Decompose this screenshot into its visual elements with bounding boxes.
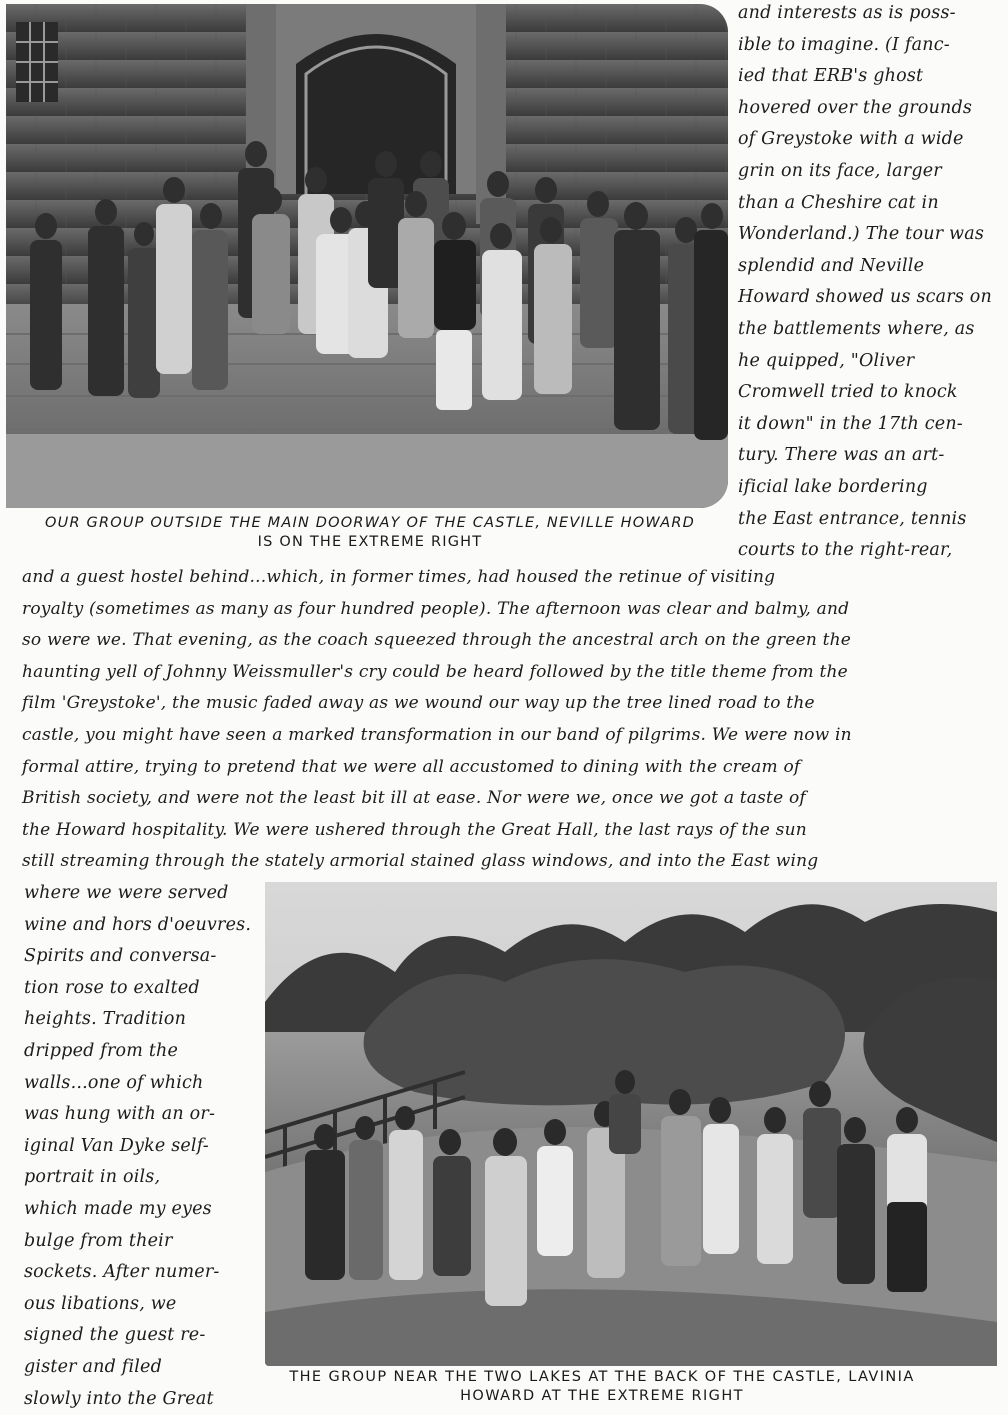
text-line: ible to imagine. (I fanc- — [738, 30, 992, 62]
text-line: tion rose to exalted — [24, 973, 251, 1005]
text-line: film 'Greystoke', the music faded away as we wound our way up the tree lined road to the — [22, 688, 852, 720]
text-line: was hung with an or- — [24, 1099, 251, 1131]
text-line: it down" in the 17th cen- — [738, 409, 992, 441]
text-line: of Greystoke with a wide — [738, 124, 992, 156]
text-line: signed the guest re- — [24, 1320, 251, 1352]
text-line: Cromwell tried to knock — [738, 377, 992, 409]
text-line: the Howard hospitality. We were ushered through the Great Hall, the last rays of the sun — [22, 815, 852, 847]
text-line: wine and hors d'oeuvres. — [24, 910, 251, 942]
text-line: splendid and Neville — [738, 251, 992, 283]
text-line: he quipped, "Oliver — [738, 346, 992, 378]
caption-line: IS ON THE EXTREME RIGHT — [20, 533, 720, 552]
text-line: bulge from their — [24, 1226, 251, 1258]
text-line: hovered over the grounds — [738, 93, 992, 125]
text-line: Howard showed us scars on — [738, 282, 992, 314]
caption-line: THE GROUP NEAR THE TWO LAKES AT THE BACK OF THE CASTLE, LAVINIA — [262, 1368, 942, 1387]
text-line: royalty (sometimes as many as four hundred people). The afternoon was clear and balmy, and — [22, 594, 852, 626]
text-line: formal attire, trying to pretend that we were all accustomed to dining with the cream of — [22, 752, 852, 784]
text-line: haunting yell of Johnny Weissmuller's cry could be heard followed by the title theme from the — [22, 657, 852, 689]
text-line: still streaming through the stately armorial stained glass windows, and into the East wing — [22, 846, 852, 878]
text-line: Spirits and conversa- — [24, 941, 251, 973]
top-photo-caption — [20, 514, 720, 552]
caption-line: OUR GROUP OUTSIDE THE MAIN DOORWAY OF THE CASTLE, NEVILLE HOWARD — [20, 514, 720, 533]
text-line: courts to the right-rear, — [738, 535, 992, 567]
text-line: so were we. That evening, as the coach squeezed through the ancestral arch on the green the — [22, 625, 852, 657]
text-line: and a guest hostel behind...which, in former times, had housed the retinue of visiting — [22, 562, 852, 594]
text-line: ous libations, we — [24, 1289, 251, 1321]
text-line: British society, and were not the least bit ill at ease. Nor were we, once we got a taste of — [22, 783, 852, 815]
bottom-photo-caption — [262, 1368, 942, 1406]
text-line: castle, you might have seen a marked transformation in our band of pilgrims. We were now in — [22, 720, 852, 752]
text-line: tury. There was an art- — [738, 440, 992, 472]
text-line: the battlements where, as — [738, 314, 992, 346]
text-line: ied that ERB's ghost — [738, 61, 992, 93]
text-line: slowly into the Great — [24, 1384, 251, 1415]
text-line: than a Cheshire cat in — [738, 188, 992, 220]
text-line: iginal Van Dyke self- — [24, 1131, 251, 1163]
lakeside-group-photo — [265, 882, 997, 1366]
text-line: the East entrance, tennis — [738, 504, 992, 536]
text-line: sockets. After numer- — [24, 1257, 251, 1289]
text-line: which made my eyes — [24, 1194, 251, 1226]
top-right-text-column — [738, 0, 992, 567]
text-line: ificial lake bordering — [738, 472, 992, 504]
text-line: heights. Tradition — [24, 1004, 251, 1036]
caption-line: HOWARD AT THE EXTREME RIGHT — [262, 1387, 942, 1406]
text-line: grin on its face, larger — [738, 156, 992, 188]
text-line: portrait in oils, — [24, 1162, 251, 1194]
text-line: and interests as is poss- — [738, 0, 992, 30]
text-line: gister and filed — [24, 1352, 251, 1384]
text-line: dripped from the — [24, 1036, 251, 1068]
text-line: where we were served — [24, 878, 251, 910]
text-line: walls...one of which — [24, 1068, 251, 1100]
castle-doorway-group-photo — [6, 4, 728, 508]
bottom-left-text-column — [24, 878, 251, 1415]
middle-paragraph — [22, 562, 852, 878]
text-line: Wonderland.) The tour was — [738, 219, 992, 251]
